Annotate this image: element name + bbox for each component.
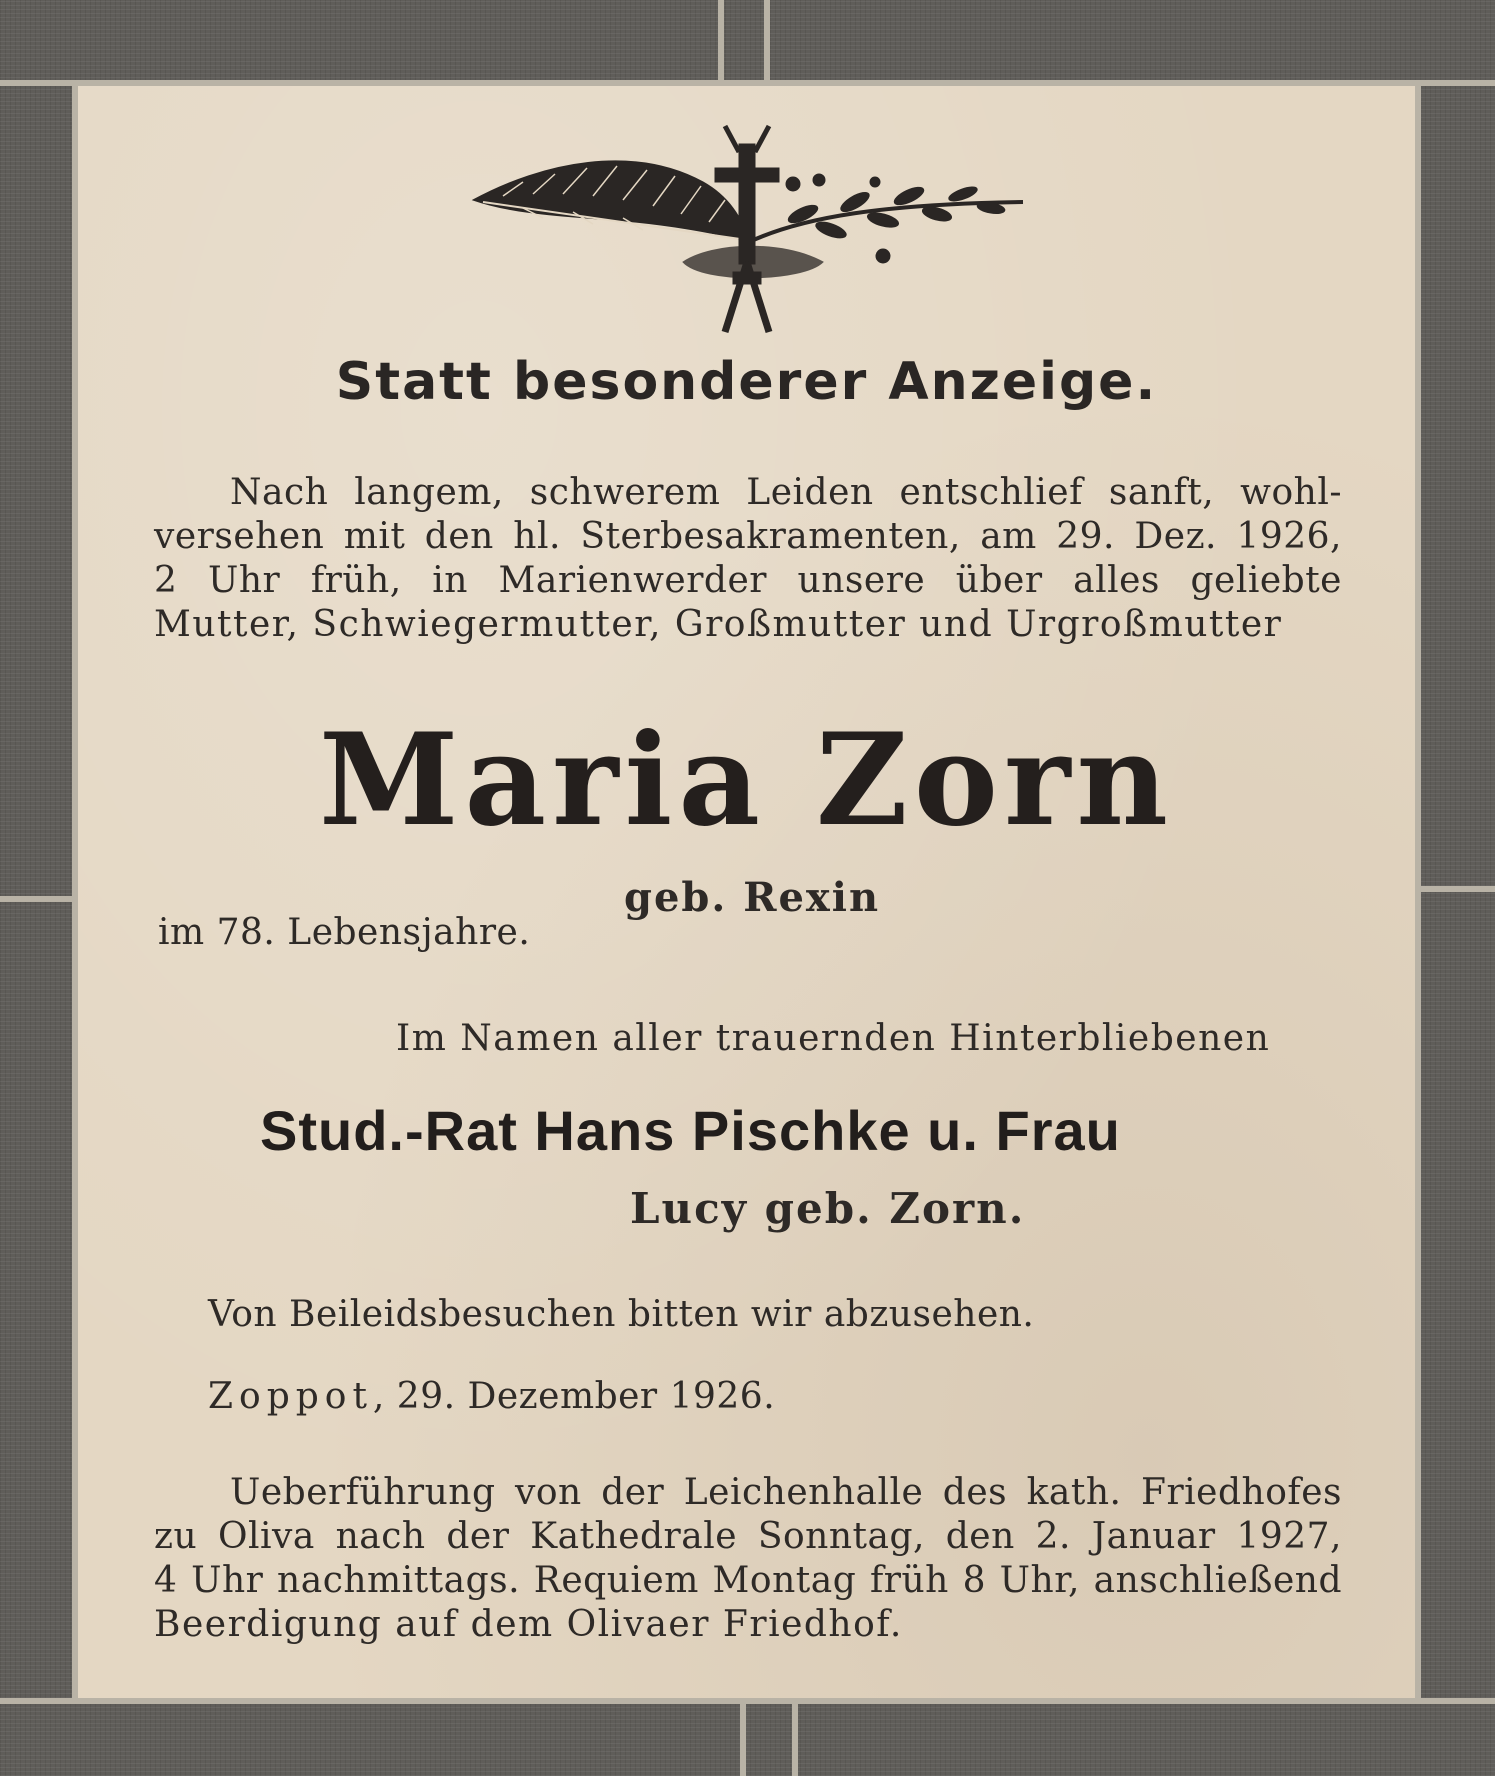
- funeral-line: 4 Uhr nachmittags. Requiem Montag früh 8 Uhr, anschließend: [154, 1560, 1342, 1601]
- border-left: [0, 86, 78, 1698]
- age-line: im 78. Lebensjahre.: [158, 912, 531, 953]
- place-name: Zoppot: [208, 1376, 373, 1417]
- signer-wife: Lucy geb. Zorn.: [630, 1184, 1026, 1233]
- border-seam: [764, 0, 770, 86]
- funeral-line: zu Oliva nach der Kathedrale Sonntag, den 2. Januar 1927,: [154, 1516, 1342, 1557]
- border-seam: [718, 0, 724, 86]
- on-behalf-line: Im Namen aller trauernden Hinterbliebenen: [396, 1018, 1271, 1059]
- intro-line: versehen mit den hl. Sterbesakramenten, am 29. Dez. 1926,: [154, 516, 1342, 557]
- border-seam: [1421, 886, 1495, 892]
- place-date: [208, 1376, 775, 1417]
- intro-line: Nach langem, schwerem Leiden entschlief sanft, wohl-: [230, 472, 1342, 513]
- intro-line: Mutter, Schwiegermutter, Großmutter und Urgroßmutter: [154, 604, 1283, 645]
- deceased-name: Maria Zorn: [319, 706, 1174, 854]
- border-seam: [0, 896, 78, 902]
- border-top: [0, 0, 1495, 86]
- border-right: [1415, 86, 1495, 1698]
- border-seam: [1415, 86, 1421, 1698]
- condolence-request: Von Beileidsbesuchen bitten wir abzusehen.: [208, 1294, 1035, 1335]
- border-seam: [740, 1704, 746, 1776]
- border-bottom: [0, 1698, 1495, 1776]
- funeral-line: Beerdigung auf dem Olivaer Friedhof.: [154, 1604, 903, 1645]
- border-seam: [792, 1704, 798, 1776]
- funeral-line: Ueberführung von der Leichenhalle des kath. Friedhofes: [230, 1472, 1342, 1513]
- signer-name: Stud.-Rat Hans Pischke u. Frau: [260, 1099, 1121, 1162]
- notice-heading: Statt besonderer Anzeige.: [335, 352, 1158, 412]
- mourning-cross-palm-icon: [463, 122, 1033, 342]
- notice-date: , 29. Dezember 1926.: [372, 1376, 776, 1417]
- border-seam: [0, 1698, 1495, 1704]
- death-notice: [78, 86, 1415, 1698]
- maiden-name: geb. Rexin: [624, 874, 881, 921]
- intro-line: 2 Uhr früh, in Marienwerder unsere über alles geliebte: [154, 560, 1342, 601]
